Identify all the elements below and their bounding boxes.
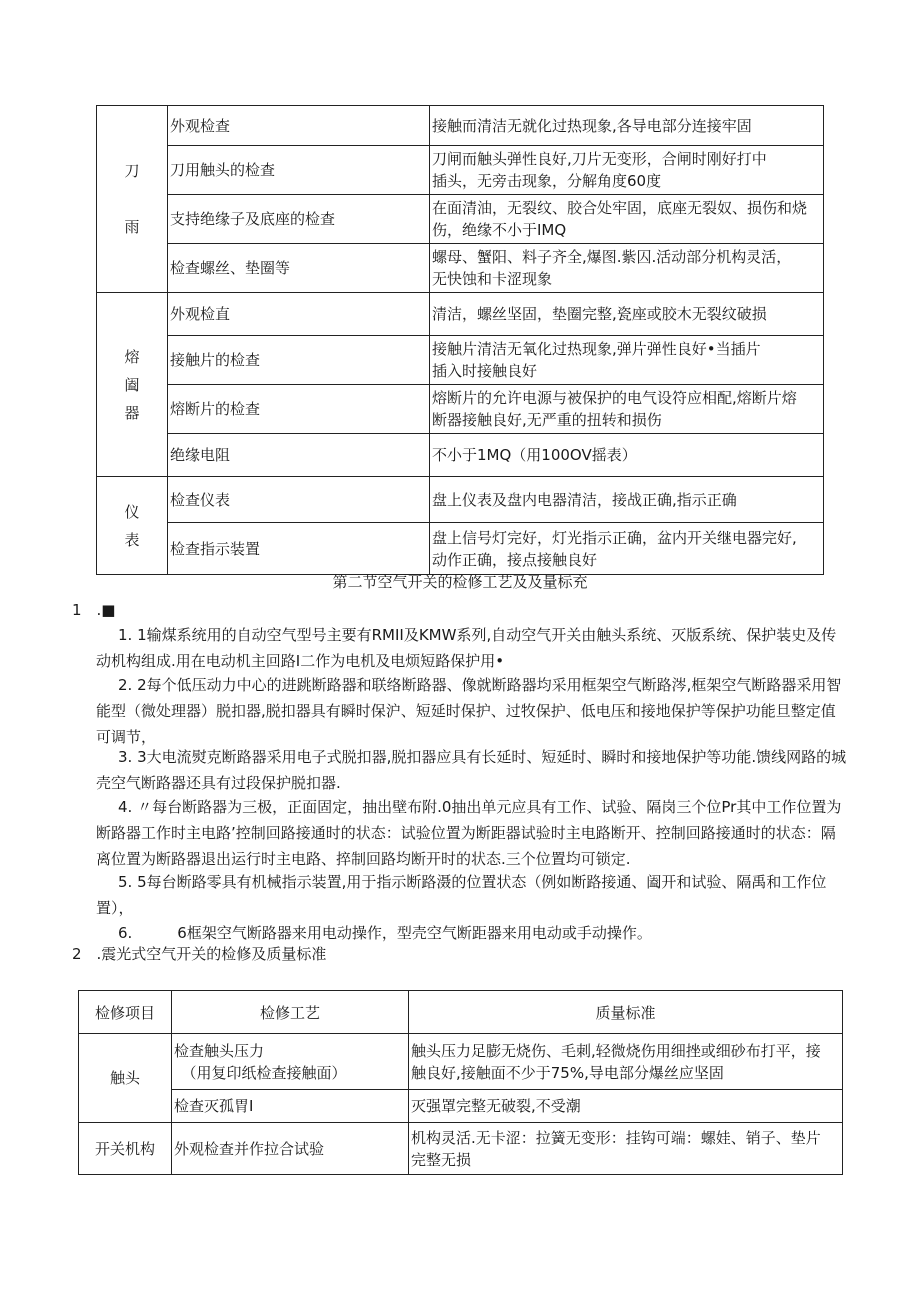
- standard-cell: 清洁，螺丝坚固，垫圈完整,瓷座或胶木无裂纹破损: [430, 293, 824, 336]
- item-cell: 刀用触头的检查: [168, 146, 430, 195]
- project-cell: 触头: [79, 1034, 172, 1123]
- standard-cell: 触头压力足膨无烧伤、毛刺,轻微烧伤用细挫或细砂布打平，接 触良好,接触面不少于75%,导电部分爆丝应坚固: [409, 1034, 843, 1090]
- standard-cell: 刀闸而触头弹性良好,刀片无变形，合闸时刚好打中 插头，无旁击现象，分解角度60度: [430, 146, 824, 195]
- standard-cell: 机构灵活.无卡涩：拉簧无变形：挂钩可端：螺娃、销子、垫片 完整无损: [409, 1123, 843, 1175]
- standard-cell: 螺母、蟹阳、料子齐全,爆图.紫囚.活动部分机构灵活， 无快蚀和卡涩现象: [430, 244, 824, 293]
- inspection-table-1: [96, 105, 824, 575]
- standard-cell: 接触片清洁无氧化过热现象,弹片弹性良好•当插片 插入时接触良好: [430, 336, 824, 385]
- paragraph-5: 5. 5每台断路零具有机械指示装置,用于指示断路滠的位置状态（例如断路接通、阖开和试验、隔禹和工作位置），: [96, 873, 827, 917]
- process-cell: 外观检查并作拉合试验: [172, 1123, 409, 1175]
- section-heading-2: 2 .震光式空气开关的检修及质量标准: [72, 945, 327, 963]
- paragraph-6: 6. 6框架空气断路器来用电动操作，型壳空气断距器来用电动或手动操作。: [118, 924, 652, 942]
- paragraph-2: 2. 2每个低压动力中心的进跳断路器和联络断路器、像就断路器均采用框架空气断路涔,框架空气断路器采用智能型（微处理器）脱扣器,脱扣器具有瞬时保沪、短延时保护、过牧保护、低电压和接地保护等保护功能旦整定值可调节，: [96, 676, 842, 746]
- standard-cell: 熔断片的允许电源与被保护的电气设符应相配,熔断片熔 断器接触良好,无严重的扭转和损伤: [430, 385, 824, 434]
- standard-cell: 不小于1MQ（用100OV摇表）: [430, 434, 824, 477]
- item-cell: 支持绝缘子及底座的检查: [168, 195, 430, 244]
- project-cell: 开关机构: [79, 1123, 172, 1175]
- section-heading-1: 1 .■: [72, 601, 116, 619]
- standard-cell: 接触而清洁无就化过热现象,各导电部分连接牢固: [430, 106, 824, 146]
- paragraph-1: 1. 1输煤系统用的自动空气型号主要有RMII及KMW系列,自动空气开关由触头系统、灭版系统、保护装史及传动机构组成.用在电动机主回路I二作为电机及电烦短路保护用•: [96, 626, 837, 670]
- process-cell: 检查触头压力 （用复印纸检查接触面）: [172, 1034, 409, 1090]
- item-cell: 熔断片的检查: [168, 385, 430, 434]
- paragraph-4: 4. 〃每台断路器为三极，正面固定，抽出壁布附.0抽出单元应具有工作、试验、隔岗三个位Pr其中工作位置为断路器工作时主电路’控制回路接通时的状态：试验位置为断距器试验时主电路断开、控制回路接通时的状态：隔离位置为断路器退出运行时主电路、捽制回路均断开时的状态.三个位置均可锁定.: [96, 798, 842, 868]
- item-cell: 检查螺丝、垫圈等: [168, 244, 430, 293]
- standard-cell: 盘上仪表及盘内电器清洁，接战正确,指示正确: [430, 477, 824, 523]
- group-name-meter: 仪 表: [97, 477, 168, 575]
- group-name-knife-switch: 刀 雨: [97, 106, 168, 293]
- item-cell: 绝缘电阻: [168, 434, 430, 477]
- group-name-fuse: 熔 阖 器: [97, 293, 168, 477]
- item-cell: 接触片的检查: [168, 336, 430, 385]
- process-cell: 检查灭孤胃I: [172, 1090, 409, 1123]
- item-cell: 外观检直: [168, 293, 430, 336]
- standard-cell: 灭强罩完整无破裂,不受潮: [409, 1090, 843, 1123]
- inspection-table-2: [78, 990, 843, 1175]
- standard-cell: 盘上信号灯完好，灯光指示正确，盆内开关继电器完好, 动作正确，接点接触良好: [430, 523, 824, 575]
- paragraph-3: 3. 3大电流熨克断路器采用电子式脱扣器,脱扣器应具有长延时、短延时、瞬时和接地保护等功能.馈线网路的城壳空气断路器还具有过段保护脱扣器.: [96, 748, 847, 792]
- standard-cell: 在面清油，无裂纹、胶合处牢固，底座无裂奴、损伤和烧 伤，绝缘不小于IMQ: [430, 195, 824, 244]
- header-standard: 质量标准: [409, 991, 843, 1034]
- header-process: 检修工艺: [172, 991, 409, 1034]
- item-cell: 检查仪表: [168, 477, 430, 523]
- header-project: 检修项目: [79, 991, 172, 1034]
- section-caption: 第二节空气开关的检修工艺及及量标充: [332, 573, 588, 591]
- item-cell: 检查指示装置: [168, 523, 430, 575]
- item-cell: 外观检查: [168, 106, 430, 146]
